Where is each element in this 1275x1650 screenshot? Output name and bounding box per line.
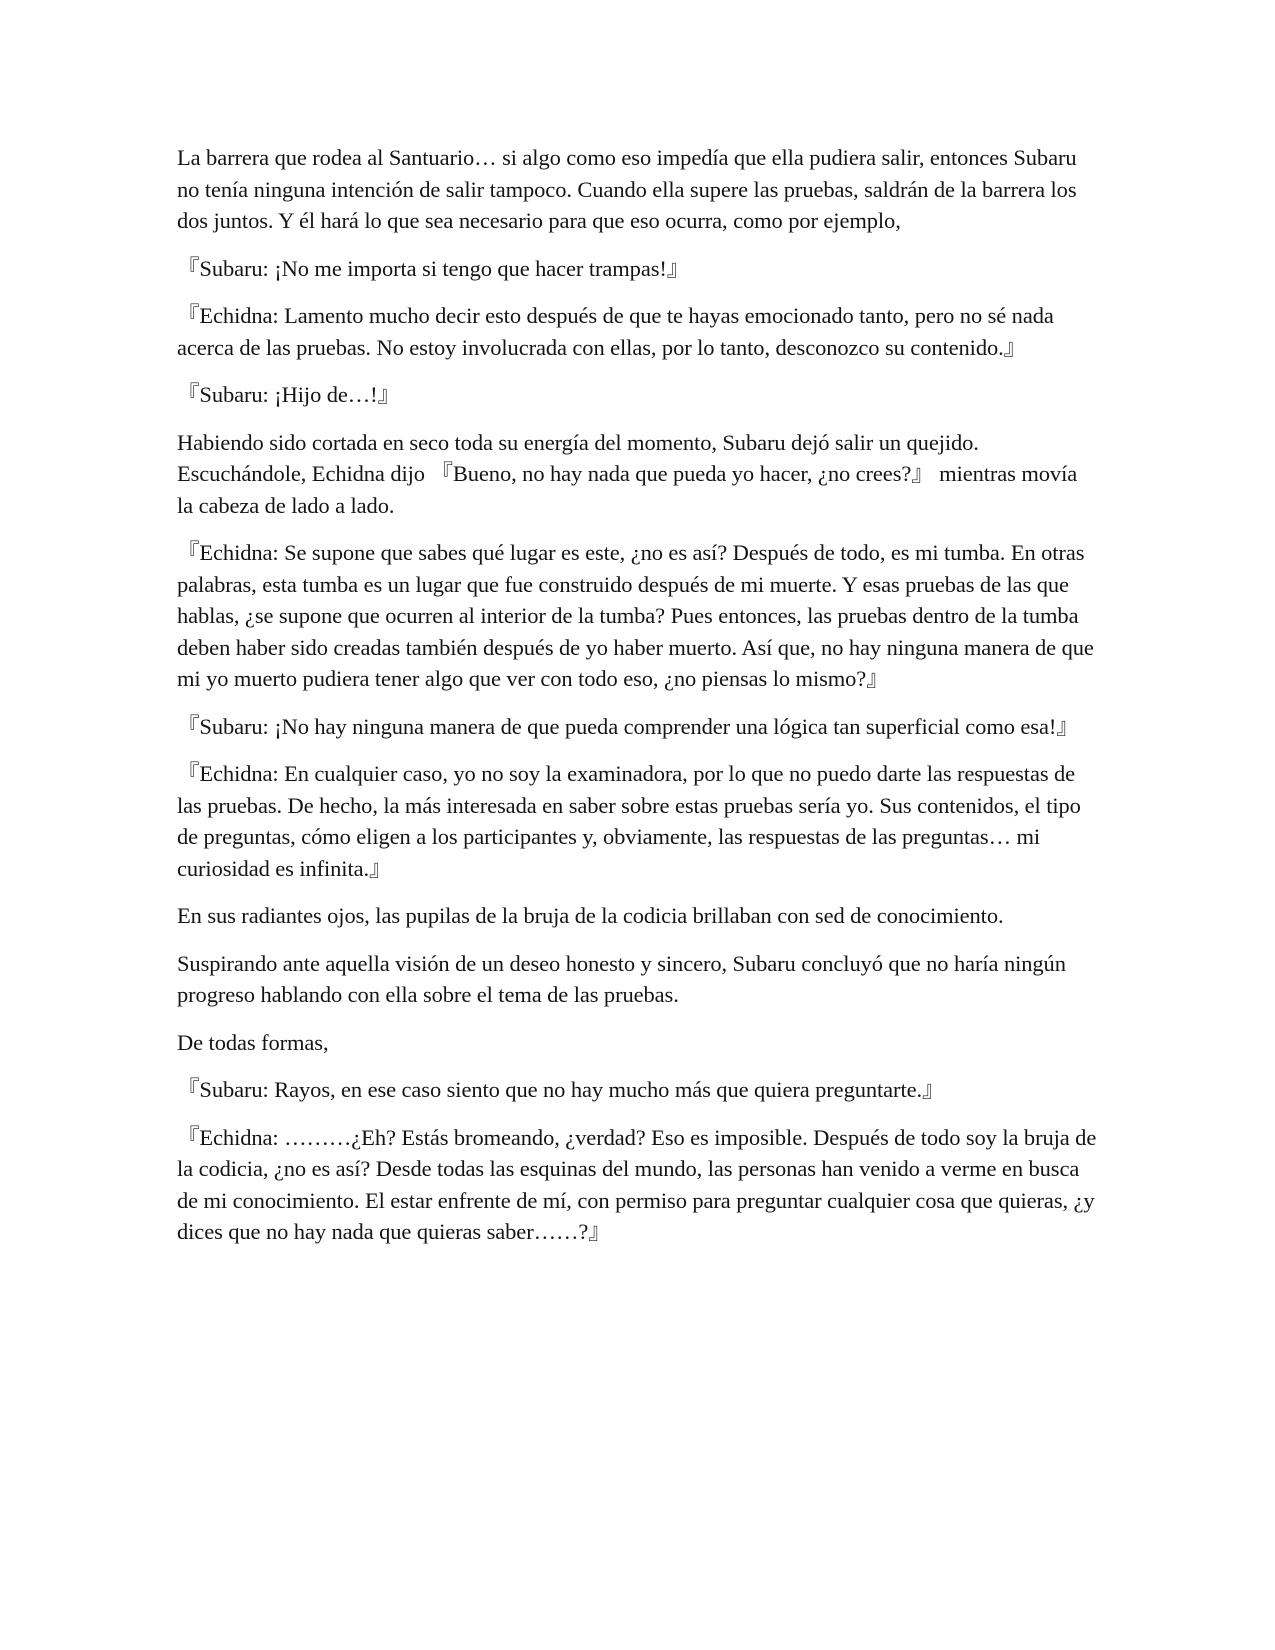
dialogue-paragraph: 『Echidna: Se supone que sabes qué lugar es este, ¿no es así? Después de todo, es mi tumba. En otras palabras, esta tumba es un lugar que fue construido después de mi muerte. Y esas pruebas de las que hablas, ¿se supone que ocurren al interior de la tumba? Pues entonces, las pruebas dentro de la tumba deben haber sido creadas también después de yo haber muerto. Así que, no hay ninguna manera de que mi yo muerto pudiera tener algo que ver con todo eso, ¿no piensas lo mismo?』 — [177, 540, 1094, 691]
dialogue-paragraph: 『Echidna: En cualquier caso, yo no soy la examinadora, por lo que no puedo darte las respuestas de las pruebas. De hecho, la más interesada en saber sobre estas pruebas sería yo. Sus contenidos, el tipo de preguntas, cómo eligen a los participantes y, obviamente, las respuestas de las preguntas… mi curiosidad es infinita.』 — [177, 761, 1081, 881]
dialogue-paragraph: 『Echidna: Lamento mucho decir esto después de que te hayas emocionado tanto, pero no sé nada acerca de las pruebas. No estoy involucrada con ellas, por lo tanto, desconozco su contenido.』 — [177, 303, 1054, 360]
document-page — [177, 142, 1097, 1264]
dialogue-paragraph: 『Subaru: Rayos, en ese caso siento que no hay mucho más que quiera preguntarte.』 — [177, 1077, 945, 1102]
narration-paragraph: Suspirando ante aquella visión de un deseo honesto y sincero, Subaru concluyó que no haría ningún progreso hablando con ella sobre el tema de las pruebas. — [177, 950, 1066, 1007]
dialogue-paragraph: 『Subaru: ¡Hijo de…!』 — [177, 382, 400, 407]
narration-paragraph: De todas formas, — [177, 1029, 329, 1055]
dialogue-paragraph: 『Subaru: ¡No hay ninguna manera de que pueda comprender una lógica tan superficial como esa!』 — [177, 713, 1079, 739]
dialogue-paragraph: 『Subaru: ¡No me importa si tengo que hacer trampas!』 — [177, 255, 690, 281]
narration-paragraph: Habiendo sido cortada en seco toda su energía del momento, Subaru dejó salir un quejido. Escuchándole, Echidna dijo 『Bueno, no hay nada que pueda yo hacer, ¿no crees?』 mientras movía la cabeza de lado a lado. — [177, 429, 1078, 518]
narration-paragraph: La barrera que rodea al Santuario… si algo como eso impedía que ella pudiera salir, entonces Subaru no tenía ninguna intención de salir tampoco. Cuando ella supere las pruebas, saldrán de la barrera los dos juntos. Y él hará lo que sea necesario para que eso ocurra, como por ejemplo, — [177, 145, 1077, 233]
narration-paragraph: En sus radiantes ojos, las pupilas de la bruja de la codicia brillaban con sed de conocimiento. — [177, 903, 1004, 928]
dialogue-paragraph: 『Echidna: ………¿Eh? Estás bromeando, ¿verdad? Eso es imposible. Después de todo soy la bruja de la codicia, ¿no es así? Desde todas las esquinas del mundo, las personas han venido a verme en busca de mi conocimiento. El estar enfrente de mí, con permiso para preguntar cualquier cosa que quieras, ¿y dices que no hay nada que quieras saber……?』 — [177, 1124, 1097, 1244]
